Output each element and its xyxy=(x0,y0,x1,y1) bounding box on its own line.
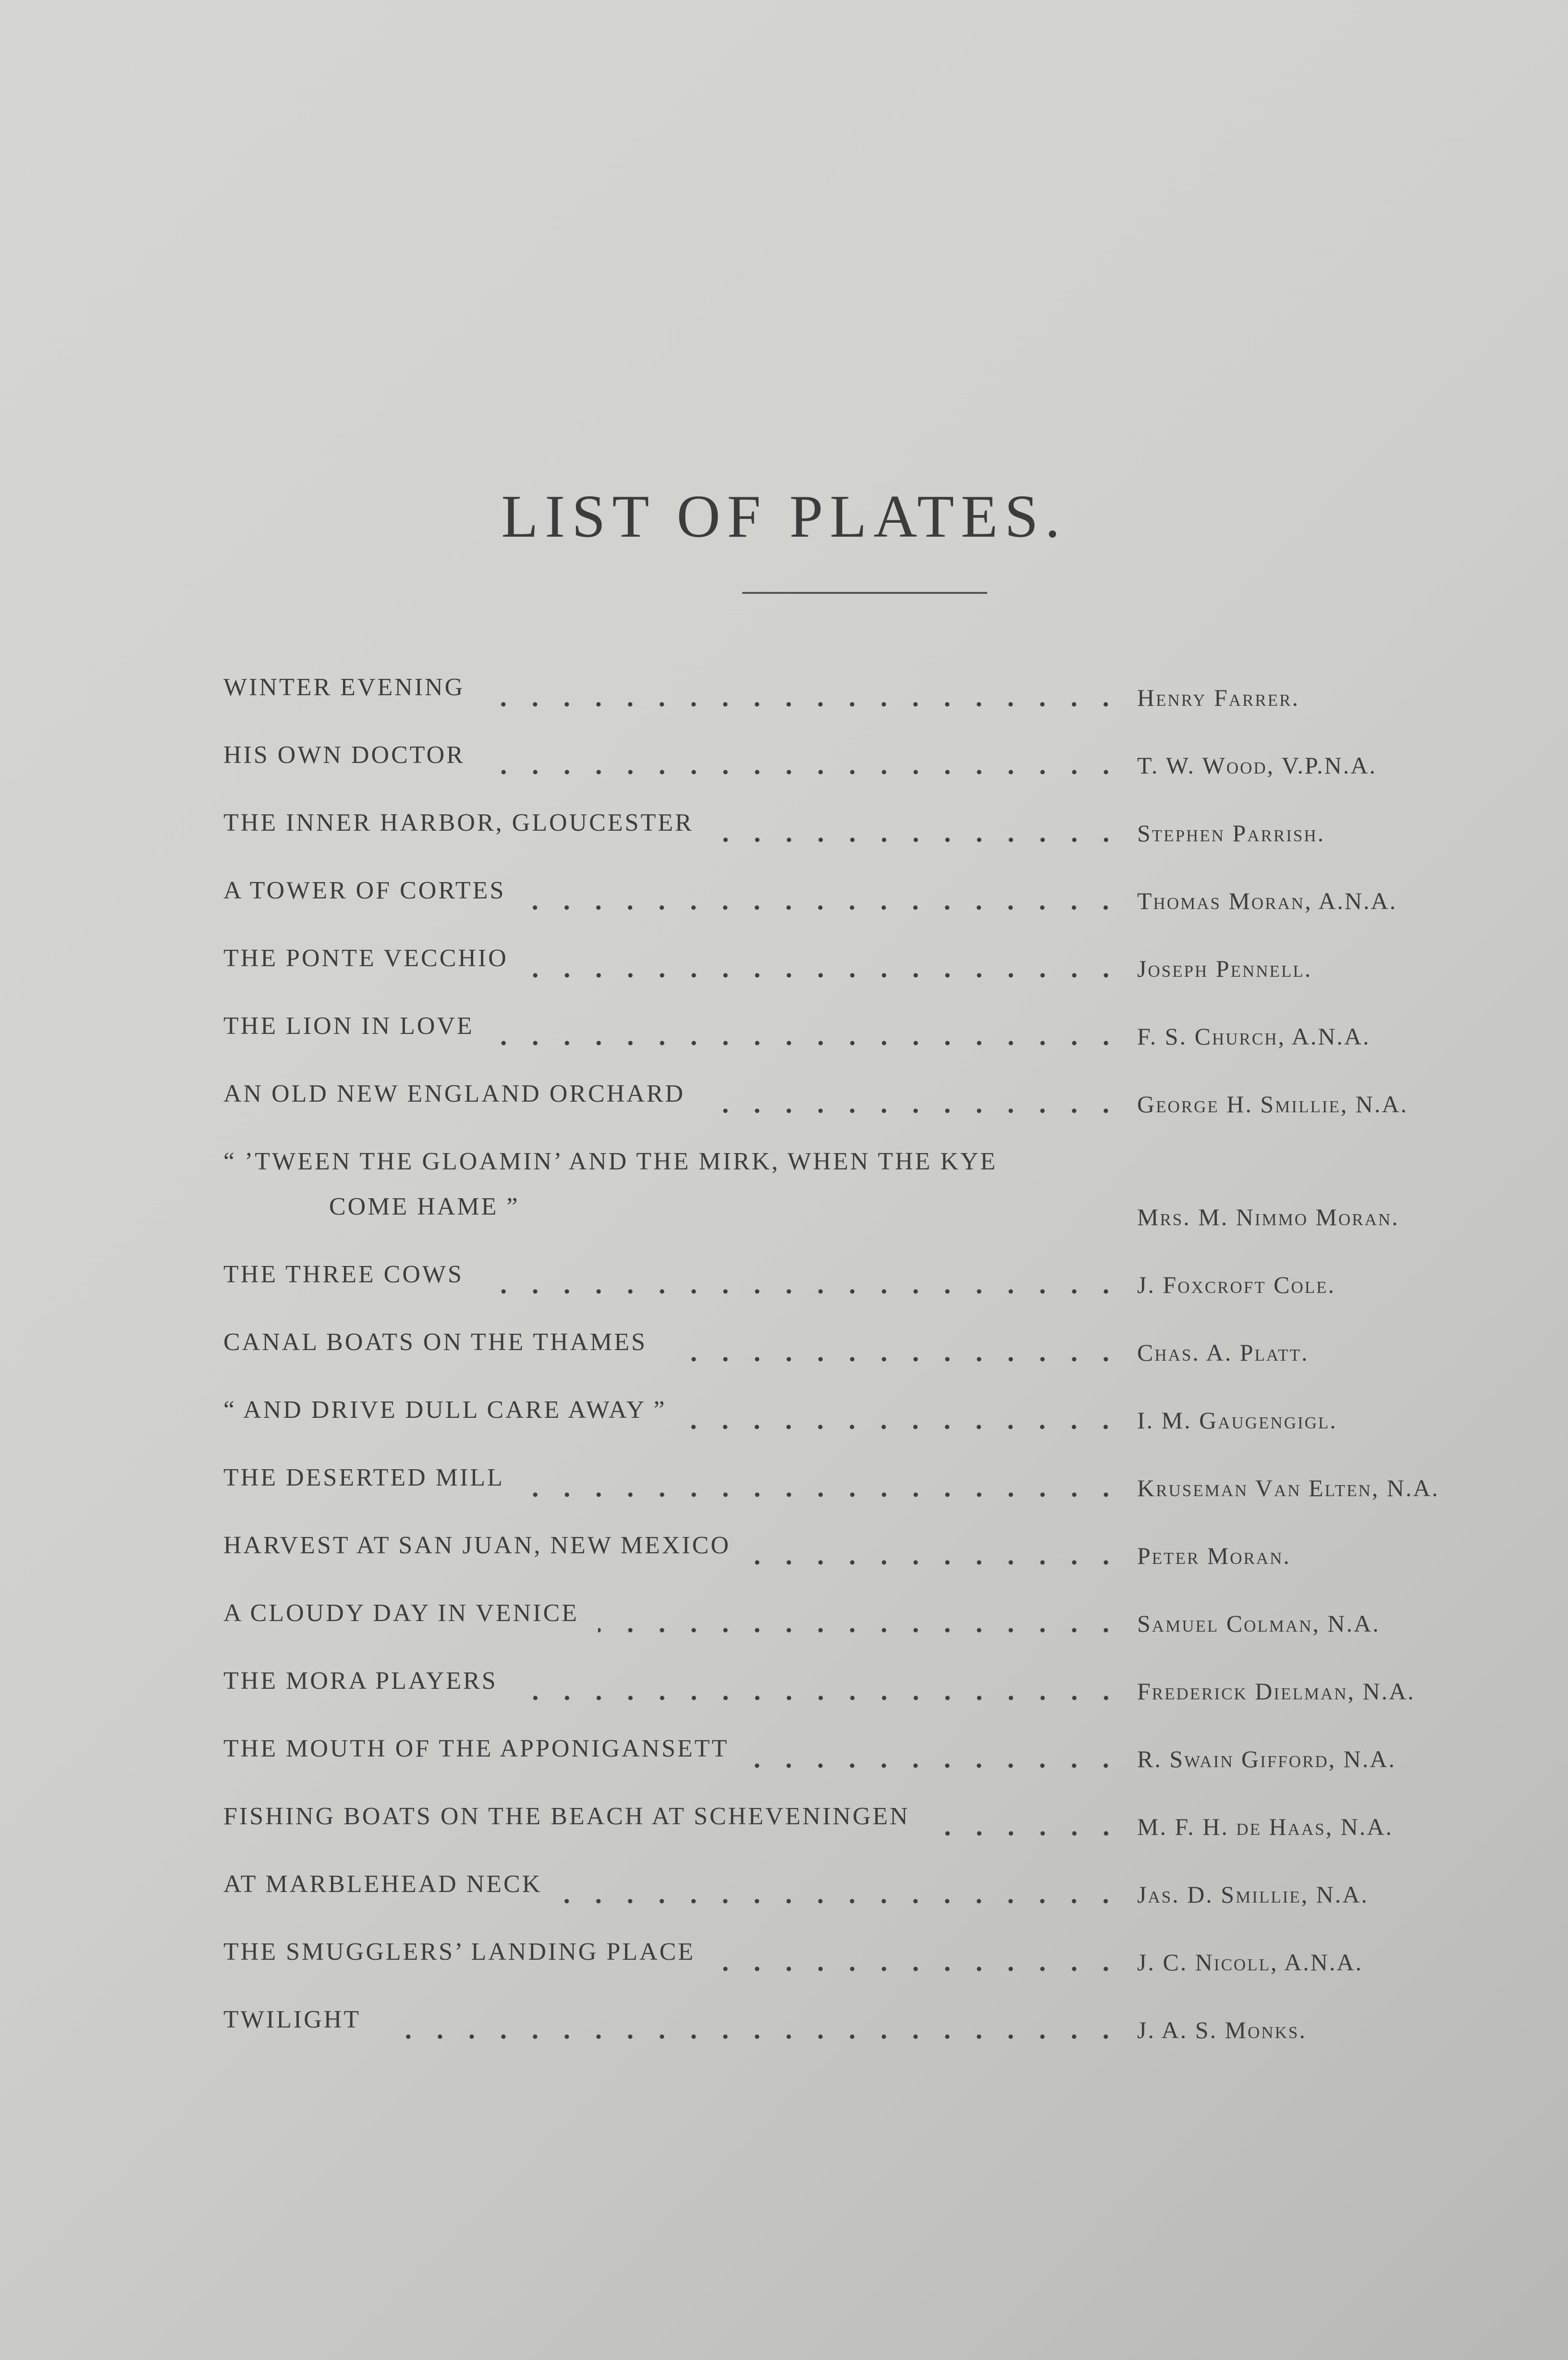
plate-title: A TOWER OF CORTES xyxy=(223,877,506,904)
dot-leader xyxy=(525,900,1122,915)
dot-leader xyxy=(748,1758,1122,1773)
plate-artist: Thomas Moran, A.N.A. xyxy=(1137,887,1397,914)
plate-title: FISHING BOATS ON THE BEACH AT SCHEVENINGEN xyxy=(223,1803,910,1830)
plate-artist: J. Foxcroft Cole. xyxy=(1137,1271,1336,1298)
plates-list xyxy=(223,653,1482,2053)
dot-leader xyxy=(380,2029,1122,2044)
dot-leader xyxy=(598,1623,1122,1637)
plate-artist: Joseph Pennell. xyxy=(1137,955,1312,982)
plate-artist: F. S. Church, A.N.A. xyxy=(1137,1023,1371,1050)
plate-entry xyxy=(223,1376,1482,1444)
plate-artist: Peter Moran. xyxy=(1137,1542,1291,1569)
plate-artist: Frederick Dielman, N.A. xyxy=(1137,1678,1415,1705)
dot-leader xyxy=(704,1104,1122,1118)
title-divider xyxy=(742,592,987,594)
plate-entry xyxy=(223,1850,1482,1918)
plate-artist: Chas. A. Platt. xyxy=(1137,1339,1309,1366)
dot-leader xyxy=(713,833,1122,847)
dot-leader xyxy=(483,1284,1122,1299)
dot-leader xyxy=(484,765,1122,779)
dot-leader xyxy=(750,1555,1122,1570)
dot-leader xyxy=(929,1826,1122,1841)
plate-title: A CLOUDY DAY IN VENICE xyxy=(223,1599,579,1627)
plate-entry xyxy=(223,653,1482,721)
plate-artist: J. A. S. Monks. xyxy=(1137,2016,1307,2043)
plate-title: WINTER EVENING xyxy=(223,674,465,701)
plate-artist: Samuel Colman, N.A. xyxy=(1137,1610,1380,1637)
plate-entry xyxy=(223,1782,1482,1850)
plate-entry xyxy=(223,1444,1482,1512)
plate-entry xyxy=(223,1308,1482,1376)
plate-title: AT MARBLEHEAD NECK xyxy=(223,1870,542,1898)
plate-title: THE DESERTED MILL xyxy=(223,1464,504,1491)
plate-title: CANAL BOATS ON THE THAMES xyxy=(223,1328,647,1356)
plate-entry xyxy=(223,857,1482,924)
dot-leader xyxy=(561,1894,1122,1908)
plate-entry xyxy=(223,1647,1482,1715)
dot-leader xyxy=(517,1691,1122,1705)
plate-title: THE INNER HARBOR, GLOUCESTER xyxy=(223,809,694,836)
plate-title: THE LION IN LOVE xyxy=(223,1012,474,1040)
dot-leader xyxy=(524,1487,1122,1502)
plate-entry xyxy=(223,1715,1482,1782)
plate-title: AN OLD NEW ENGLAND ORCHARD xyxy=(223,1080,685,1107)
plate-entry xyxy=(223,992,1482,1060)
plate-entry xyxy=(223,1986,1482,2053)
plate-artist: M. F. H. de Haas, N.A. xyxy=(1137,1813,1393,1840)
plate-title: THE SMUGGLERS’ LANDING PLACE xyxy=(223,1938,696,1966)
plate-entry xyxy=(223,1060,1482,1128)
plate-title-continuation: COME HAME ” xyxy=(329,1193,520,1220)
plate-artist: T. W. Wood, V.P.N.A. xyxy=(1137,752,1377,779)
plate-entry xyxy=(223,1128,1482,1241)
plate-artist: Jas. D. Smillie, N.A. xyxy=(1137,1881,1369,1908)
dot-leader xyxy=(666,1352,1122,1366)
plate-title: THE MORA PLAYERS xyxy=(223,1667,498,1695)
plate-artist: Kruseman Van Elten, N.A. xyxy=(1137,1475,1439,1501)
plate-title-block xyxy=(223,1139,1136,1229)
plate-title: “ ’TWEEN THE GLOAMIN’ AND THE MIRK, WHEN THE KYE xyxy=(223,1148,998,1175)
plate-title: HIS OWN DOCTOR xyxy=(223,741,465,769)
plate-artist: Stephen Parrish. xyxy=(1137,820,1325,847)
plate-title: TWILIGHT xyxy=(223,2006,361,2033)
plate-entry xyxy=(223,924,1482,992)
plate-title: THE MOUTH OF THE APPONIGANSETT xyxy=(223,1735,729,1762)
plate-entry xyxy=(223,1918,1482,1986)
plate-entry xyxy=(223,789,1482,857)
plate-artist: George H. Smillie, N.A. xyxy=(1137,1091,1408,1118)
plate-title: THE PONTE VECCHIO xyxy=(223,945,508,972)
plate-title: “ AND DRIVE DULL CARE AWAY ” xyxy=(223,1396,667,1424)
dot-leader xyxy=(493,1036,1122,1050)
plate-artist: I. M. Gaugengigl. xyxy=(1137,1407,1337,1434)
plate-entry xyxy=(223,1579,1482,1647)
page-title: LIST OF PLATES. xyxy=(501,483,1067,551)
dot-leader xyxy=(686,1420,1122,1434)
plate-artist: R. Swain Gifford, N.A. xyxy=(1137,1745,1396,1772)
dot-leader xyxy=(484,697,1122,712)
plate-artist: Henry Farrer. xyxy=(1137,684,1299,711)
plate-title: THE THREE COWS xyxy=(223,1261,464,1288)
plate-entry xyxy=(223,721,1482,789)
plate-artist: Mrs. M. Nimmo Moran. xyxy=(1137,1204,1399,1230)
plate-title: HARVEST AT SAN JUAN, NEW MEXICO xyxy=(223,1532,731,1559)
dot-leader xyxy=(527,968,1122,983)
plate-artist: J. C. Nicoll, A.N.A. xyxy=(1137,1949,1363,1976)
plate-entry xyxy=(223,1241,1482,1308)
dot-leader xyxy=(714,1962,1122,1976)
plate-entry xyxy=(223,1512,1482,1579)
